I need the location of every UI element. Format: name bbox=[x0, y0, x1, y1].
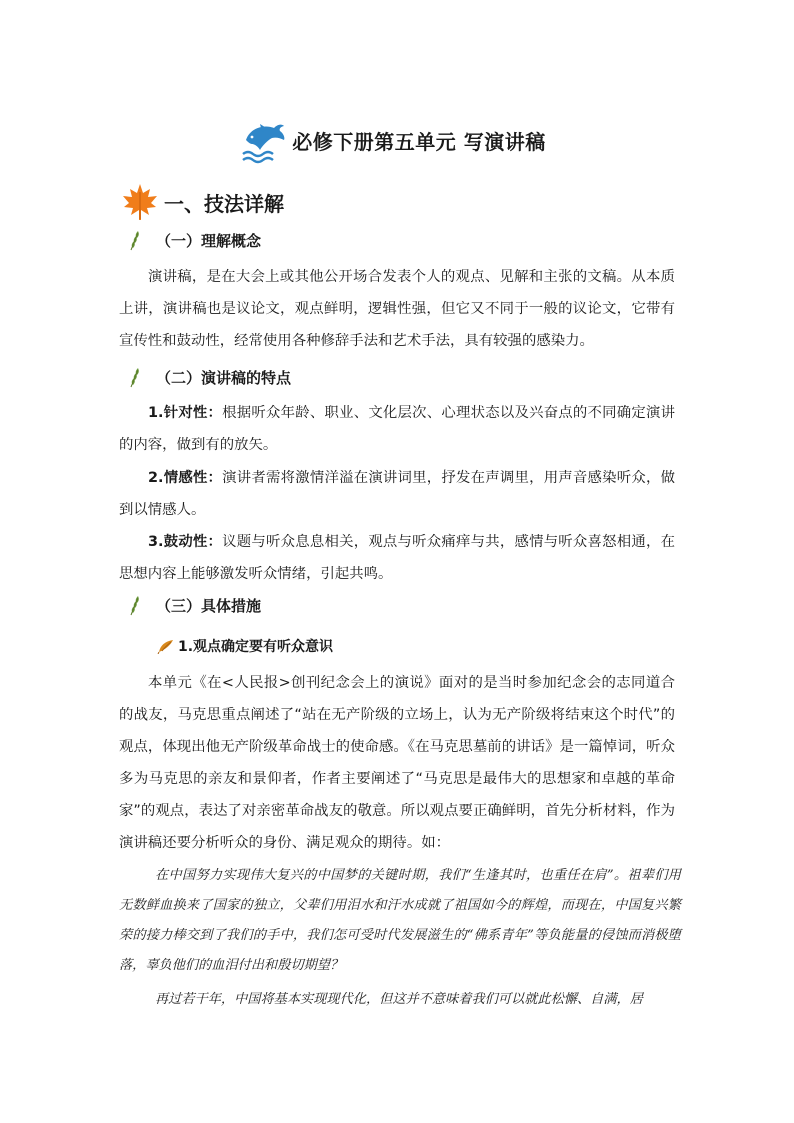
example-quote-1: 在中国努力实现伟大复兴的中国梦的关键时期，我们“生逢其时，也重任在肩”。祖辈们用无数鲜血换来了国家的独立，父辈们用泪水和汗水成就了祖国如今的辉煌，而现在，中国复兴繁荣的接力棒交到了我们的手中，我们怎可受时代发展滋生的“佛系青年”等负能量的侵蚀而消极堕落，辜负他们的血泪付出和殷切期望？ bbox=[119, 868, 681, 973]
feature-lead: 1.针对性： bbox=[148, 405, 223, 421]
feature-item-inspiring bbox=[119, 526, 675, 590]
subheading-measures bbox=[128, 594, 261, 616]
feature-item-emotional bbox=[119, 462, 675, 526]
sub-subheading-text: 1.观点确定要有听众意识 bbox=[178, 639, 334, 655]
subheading-text: （二）演讲稿的特点 bbox=[156, 368, 292, 387]
feature-lead: 3.鼓动性： bbox=[148, 534, 223, 550]
subheading-features bbox=[128, 366, 291, 388]
subheading-text: （三）具体措施 bbox=[156, 596, 262, 615]
maple-leaf-icon bbox=[120, 182, 160, 222]
feature-lead: 2.情感性： bbox=[148, 470, 223, 486]
document-title-row bbox=[0, 126, 794, 155]
feature-item-targeted bbox=[119, 397, 675, 461]
paragraph-audience: 本单元《在<人民报>创刊纪念会上的演说》面对的是当时参加纪念会的志同道合的战友，马克思重点阐述了“站在无产阶级的立场上，认为无产阶级将结束这个时代”的观点，体现出他无产阶级革命战士的使命感。《在马克思墓前的讲话》是一篇悼词，听众多为马克思的亲友和景仰者，作者主要阐述了“马克思是最伟大的思想家和卓越的革命家”的观点，表达了对亲密革命战友的敬意。所以观点要正确鲜明，首先分析材料，作为演讲稿还要分析听众的身份、满足观众的期待。如： bbox=[119, 675, 675, 851]
paragraph-concept: 演讲稿，是在大会上或其他公开场合发表个人的观点、见解和主张的文稿。从本质上讲，演讲稿也是议论文，观点鲜明，逻辑性强，但它又不同于一般的议论文，它带有宣传性和鼓动性，经常使用各种修辞手法和艺术手法，具有较强的感染力。 bbox=[119, 269, 675, 349]
example-quote-2: 再过若干年，中国将基本实现现代化，但这并不意味着我们可以就此松懈、自满，居 bbox=[155, 992, 643, 1007]
section-heading-text: 一、技法详解 bbox=[164, 191, 284, 216]
document-title: 必修下册第五单元 写演讲稿 bbox=[292, 130, 546, 154]
subheading-concept bbox=[128, 229, 261, 251]
section-heading-techniques bbox=[120, 182, 284, 222]
dolphin-icon bbox=[240, 120, 288, 166]
feature-text: 演讲者需将激情洋溢在演讲词里，抒发在声调里，用声音感染听众，做到以情感人。 bbox=[119, 470, 675, 518]
sub-subheading-audience bbox=[157, 636, 333, 656]
feather-icon bbox=[157, 638, 175, 654]
wheat-icon bbox=[128, 366, 144, 388]
feature-text: 根据听众年龄、职业、文化层次、心理状态以及兴奋点的不同确定演讲的内容，做到有的放矢。 bbox=[119, 405, 675, 453]
feature-text: 议题与听众息息相关，观点与听众痛痒与共，感情与听众喜怒相通，在思想内容上能够激发听众情绪，引起共鸣。 bbox=[119, 534, 675, 582]
wheat-icon bbox=[128, 594, 144, 616]
subheading-text: （一）理解概念 bbox=[156, 231, 262, 250]
wheat-icon bbox=[128, 229, 144, 251]
